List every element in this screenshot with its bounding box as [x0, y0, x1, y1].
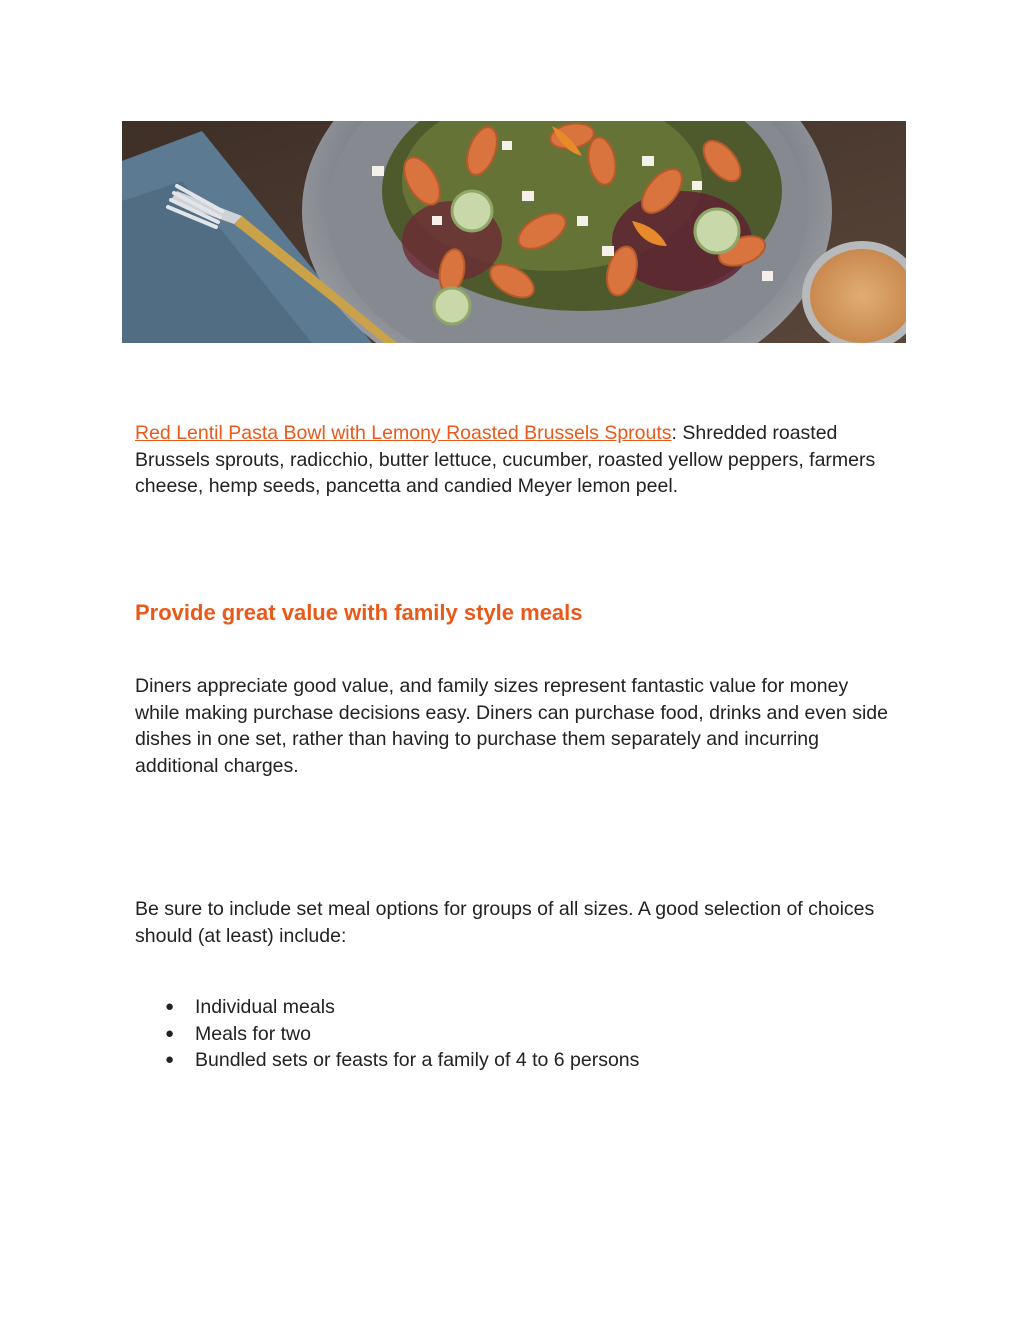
- bullet-icon: ●: [165, 998, 175, 1015]
- meal-options-list: [135, 994, 639, 1074]
- recipe-link[interactable]: Red Lentil Pasta Bowl with Lemony Roasted Brussels Sprouts: [135, 422, 672, 444]
- section-heading: Provide great value with family style meals: [135, 600, 583, 625]
- intro-text: : Shredded roasted Brussels sprouts, radicchio, butter lettuce, cucumber, roasted yellow peppers, farmers cheese, hemp seeds, pancetta and candied Meyer lemon peel.: [135, 422, 876, 497]
- intro-paragraph: [135, 420, 895, 500]
- options-paragraph: Be sure to include set meal options for groups of all sizes. A good selection of choices should (at least) include:: [135, 898, 875, 947]
- bullet-icon: ●: [165, 1051, 175, 1068]
- list-item: ● Bundled sets or feasts for a family of 4 to 6 persons: [135, 1047, 639, 1074]
- list-item: ● Individual meals: [135, 994, 639, 1021]
- value-paragraph: Diners appreciate good value, and family sizes represent fantastic value for money while making purchase decisions easy. Diners can purchase food, drinks and even side dishes in one set, rather than having to purchase them separately and incurring additional charges.: [135, 675, 888, 777]
- list-item: ● Meals for two: [135, 1021, 639, 1048]
- pasta-salad-photo: [122, 121, 906, 343]
- hero-image: [122, 121, 906, 343]
- bullet-icon: ●: [165, 1024, 175, 1042]
